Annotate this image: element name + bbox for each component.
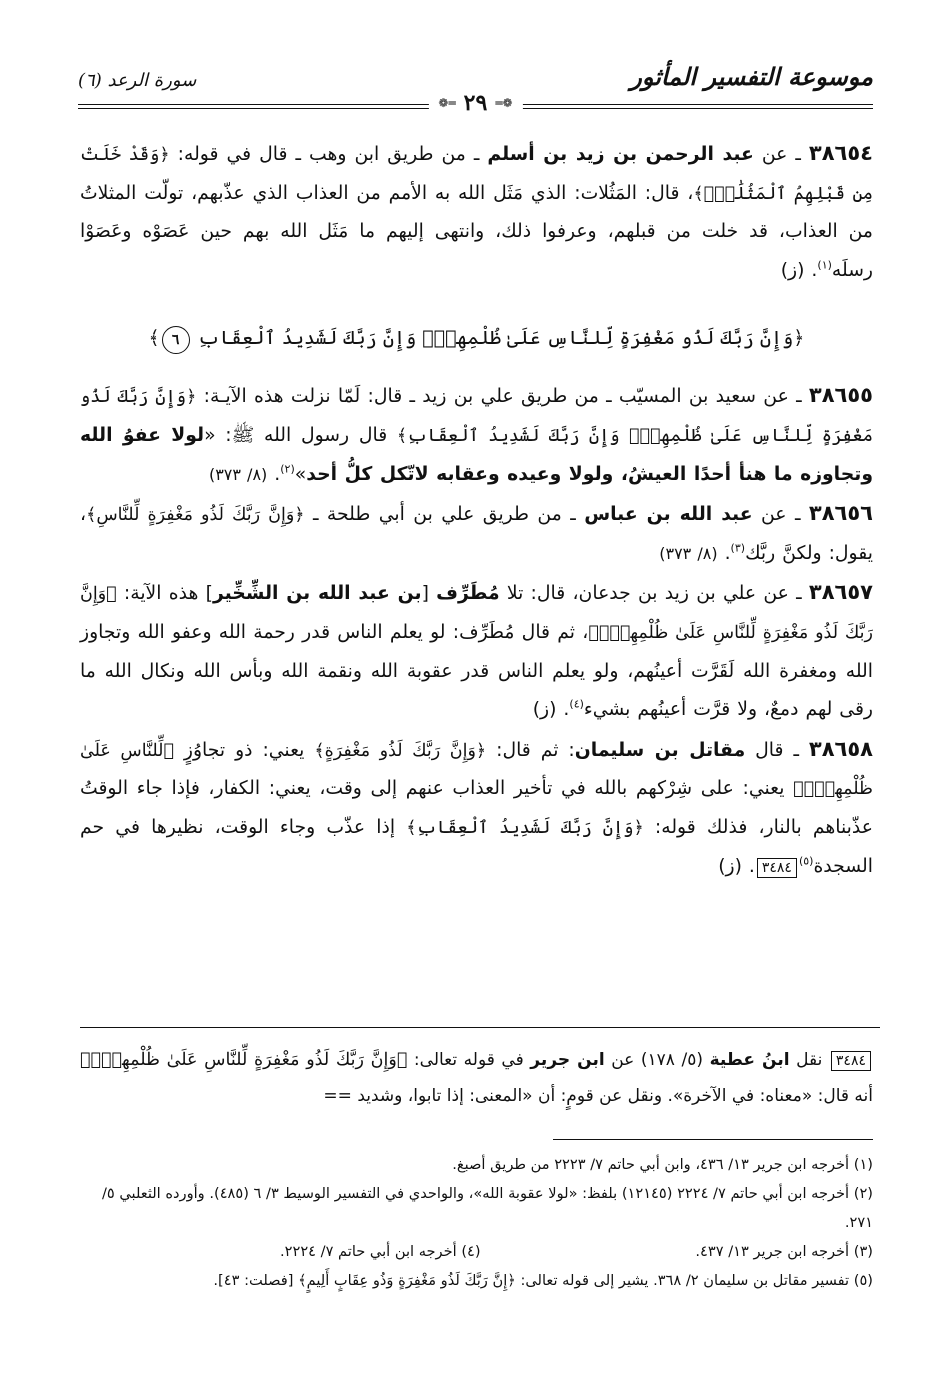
narration-paragraph xyxy=(80,573,873,729)
text-run: يعني: على شِرْكهم بالله في تأخير العذاب عنهم إلى وقت، يعني: الكفار، فإذا جاء الوقتُ عذّبناهم بالنار، فذلك قوله: xyxy=(80,778,873,838)
narration-number: ٣٨٦٥٨ xyxy=(808,736,873,761)
footnote-marker: (٤) xyxy=(569,697,584,711)
footnote-rule xyxy=(553,1139,873,1140)
bold-name: لولا عفوُ الله وتجاوزه ما هنأ أحدًا العيشُ، ولولا وعيده وعقابه لاتّكل كلُّ أحد xyxy=(80,424,873,485)
text-run: ـ من طريق علي بن أبي طلحة ـ xyxy=(304,504,585,526)
commentary-ref-box: ٣٤٨٤ xyxy=(831,1051,871,1071)
text-run: ـ قال xyxy=(745,739,809,761)
text-run: ـ عن سعيد بن المسيّب ـ من طريق علي بن زيد ـ قال: لَمّا نزلت هذه الآيـة: xyxy=(196,386,809,408)
footnote-row xyxy=(80,1237,873,1266)
surah-title: سورة الرعد (٦) xyxy=(78,70,197,91)
quran-quote: ﴿وَإِنَّ رَبَّكَ لَذُو مَغْفِرَةٍ لِّلنَّاسِ عَلَىٰ ظُلْمِهِمْۖ وَإِنَّ رَبَّكَ لَشَدِيدُ ٱلْعِقَابِ﴾ xyxy=(80,387,873,446)
narration-number: ٣٨٦٥٧ xyxy=(808,580,873,605)
bold-name: ابنُ عطية xyxy=(709,1050,790,1070)
text-run: . xyxy=(717,542,731,564)
quran-quote: ﴿لِّلنَّاسِ عَلَىٰ ظُلْمِهِمْۖ﴾ xyxy=(80,740,873,800)
text-run: نقل xyxy=(789,1050,829,1070)
quran-quote: ﴿وَإِنَّ رَبَّكَ لَذُو مَغْفِرَةٍ﴾ xyxy=(314,740,487,761)
footnote-3: (٣) أخرجه ابن جرير ١٣/ ٤٣٧. xyxy=(695,1243,873,1260)
text-run: في قوله تعالى: xyxy=(407,1050,531,1070)
quran-quote: ﴿وَإِنَّ رَبَّكَ لَذُو مَغْفِرَةٍ لِّلنَّاسِ عَلَىٰ ظُلْمِهِمْۖ﴾ xyxy=(80,1050,408,1070)
paragraph-group xyxy=(80,134,873,290)
narration-paragraph xyxy=(80,376,873,494)
text-run: ، ثم قال مُطَرِّف: لو يعلم الناس قدر رحمة الله وعفو الله وتجاوز الله ومغفرة الله لَقَرَّت أعينُهم، ولو يعلم الناس قدر عقوبة الله ونقمة الله وبأس الله ونكال الله ما رقى لهم دمعٌ، ولا قرَّت أعينُهم بشيء xyxy=(80,621,873,721)
bold-name: بن عبد الله بن الشِّخِّير xyxy=(212,583,422,605)
narration-paragraph xyxy=(80,134,873,290)
text-run: ـ من طريق ابن وهب ـ قال في قوله: xyxy=(169,144,488,165)
ornament-icon: ❁═ xyxy=(495,96,513,110)
narration-number: ٣٨٦٥٦ xyxy=(808,501,873,526)
ayah-heading xyxy=(80,318,873,358)
text-run: : ثم قال: xyxy=(486,739,575,761)
bold-name: مُطَرِّف xyxy=(436,583,500,605)
bold-name: عبد الله بن عباس xyxy=(584,504,753,526)
text-run: . (ز) xyxy=(780,259,818,281)
text-run: » xyxy=(294,463,307,485)
ayah-number-marker: ٦ xyxy=(162,326,190,354)
footnote-marker: (٢) xyxy=(280,462,295,476)
bold-name: ابن جرير xyxy=(530,1050,605,1070)
running-header xyxy=(78,60,873,130)
footnote-1: (١) أخرجه ابن جرير ١٣/ ٤٣٦، وابن أبي حاتم ٧/ ٢٢٢٣ من طريق أصبغ. xyxy=(452,1156,873,1173)
text-run: . (ز) xyxy=(718,855,755,877)
text-run: ـ عن علي بن زيد بن جدعان، قال: تلا xyxy=(499,583,809,605)
narration-number: ٣٨٦٥٥ xyxy=(808,383,873,408)
quran-quote: ﴿وَإِنَّ رَبَّكَ لَشَدِيدُ ٱلْعِقَابِ﴾ xyxy=(406,817,644,838)
footnotes xyxy=(80,1150,873,1295)
text-run: ، قال: المَثُلات: الذي مَثَل الله به الأمم من العذاب الذي عذّبهم، تولّت المثلاتُ من العذاب، قد خلت من قبلهم، وعرفوا ذلك، وانتهى إليهم ما مَثَل الله بهم حين عَصَوْه وعَصَوْا رسلَه xyxy=(80,182,873,281)
commentary-note xyxy=(80,1042,873,1114)
text-run: ـ عن xyxy=(752,504,809,526)
footnote-4: (٤) أخرجه ابن أبي حاتم ٧/ ٢٢٢٤. xyxy=(280,1243,481,1260)
text-run: ] هذه الآية: xyxy=(116,583,213,605)
note-rule xyxy=(80,1027,880,1028)
bold-name: عبد الرحمن بن زيد بن أسلم xyxy=(487,144,754,165)
text-run: قال رسول الله ﷺ: « xyxy=(204,424,397,446)
series-title: موسوعة التفسير المأثور xyxy=(630,62,873,91)
text-run: (٥/ ١٧٨) عن xyxy=(604,1050,710,1070)
paragraph-group xyxy=(80,376,873,886)
ayah-text: ﴿وَإِنَّ رَبَّكَ لَذُو مَغْفِرَةٍ لِّلنَّاسِ عَلَىٰ ظُلْمِهِمْۖ وَإِنَّ رَبَّكَ لَشَدِيدُ ٱلْعِقَابِ xyxy=(197,327,805,350)
text-run: [ xyxy=(421,583,437,605)
text-run: أنه قال: «معناه: في الآخرة». ونقل عن قومٍ: أن «المعنى: إذا تابوا، وشديد == xyxy=(323,1086,873,1106)
narration-number: ٣٨٦٥٤ xyxy=(808,141,873,165)
text-run: إذا عذّب وجاء الوقت، نظيرها في حم السجدة xyxy=(80,816,873,877)
ornament-icon: ═❁ xyxy=(438,96,456,110)
page-number: ٢٩ xyxy=(463,90,488,116)
text-run: ـ عن xyxy=(753,144,809,165)
ayah-close-bracket: ﴾ xyxy=(148,327,160,350)
text-run: . xyxy=(267,463,281,485)
footnote-marker: (٥) xyxy=(798,854,814,868)
footnote-marker: (٣) xyxy=(730,541,746,555)
volume-ref: (٨/ ٣٧٣) xyxy=(659,543,718,563)
narration-paragraph xyxy=(80,730,873,886)
quran-quote: ﴿وَقَدْ خَلَتْ مِن قَبْلِهِمُ ٱلْمَثُلَٰتُۗ﴾ xyxy=(80,145,873,204)
footnote-5: (٥) تفسير مقاتل بن سليمان ٢/ ٣٦٨. يشير إلى قوله تعالى: ﴿إِنَّ رَبَّكَ لَذُو مَغْفِرَةٍ وَذُو عِقَابٍ أَلِيمٍ﴾ [فصلت: ٤٣]. xyxy=(213,1272,873,1289)
text-run: ، يقول: ولكنَّ ربَّك xyxy=(80,504,873,564)
quran-quote: ﴿وَإِنَّ رَبَّكَ لَذُو مَغْفِرَةٍ لِّلنَّاسِ﴾ xyxy=(86,505,305,526)
page-number-box xyxy=(428,90,522,116)
volume-ref: (٨/ ٣٧٣) xyxy=(208,464,268,484)
footnote-marker: (١) xyxy=(817,258,832,272)
text-run: . (ز) xyxy=(532,699,570,721)
commentary-ref-box: ٣٤٨٤ xyxy=(757,858,797,878)
footnote-2: (٢) أخرجه ابن أبي حاتم ٧/ ٢٢٢٤ (١٢١٤٥) بلفظ: «لولا عقوبة الله»، والواحدي في التفسير الوسيط ٣/ ٦ (٤٨٥). وأورده الثعلبي ٥/ ٢٧١. xyxy=(101,1185,873,1231)
text-run: يعني: ذو تجاوُزٍ xyxy=(173,739,315,761)
bold-name: مقاتل بن سليمان xyxy=(574,739,746,761)
quran-quote: ﴿وَإِنَّ رَبَّكَ لَذُو مَغْفِرَةٍ لِّلنَّاسِ عَلَىٰ ظُلْمِهِمْۖ﴾ xyxy=(80,584,873,643)
main-text xyxy=(80,134,873,886)
narration-paragraph xyxy=(80,494,873,573)
